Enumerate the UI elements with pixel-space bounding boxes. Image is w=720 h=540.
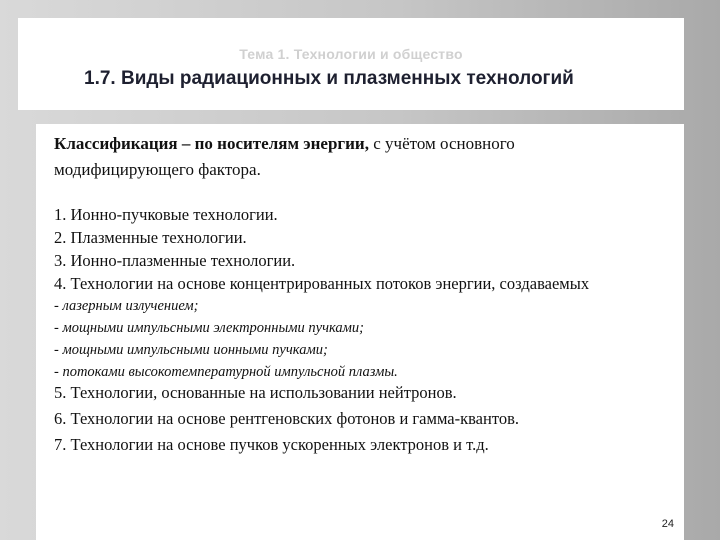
list-item-5: 5. Технологии, основанные на использовании нейтронов.	[54, 383, 457, 402]
intro-line-1	[54, 134, 515, 154]
slide-footer	[36, 496, 684, 540]
slide-title: 1.7. Виды радиационных и плазменных технологий	[84, 68, 574, 89]
sub-item-electron: - мощными импульсными электронными пучками;	[54, 320, 365, 336]
list-item-1: 1. Ионно-пучковые технологии.	[54, 205, 278, 224]
intro-rest-text: с учётом основного	[368, 134, 515, 153]
sub-item-plasma: - потоками высокотемпературной импульсной плазмы.	[54, 364, 398, 380]
page-number: 24	[661, 518, 674, 530]
list-item-4: 4. Технологии на основе концентрированных потоков энергии, создаваемых	[54, 274, 590, 293]
list-item-2: 2. Плазменные технологии.	[54, 228, 247, 247]
topic-label: Тема 1. Технологии и общество	[239, 46, 463, 62]
list-item-3: 3. Ионно-плазменные технологии.	[54, 251, 296, 270]
slide-header	[18, 18, 684, 110]
intro-line-2: модифицирующего фактора.	[54, 160, 261, 179]
slide-content	[36, 124, 684, 496]
sub-item-ion: - мощными импульсными ионными пучками;	[54, 342, 328, 358]
list-item-7: 7. Технологии на основе пучков ускоренных электронов и т.д.	[54, 435, 489, 454]
intro-bold-text: Классификация – по носителям энергии,	[54, 134, 369, 153]
list-item-6: 6. Технологии на основе рентгеновских фотонов и гамма-квантов.	[54, 409, 519, 428]
sub-item-laser: - лазерным излучением;	[54, 298, 199, 314]
